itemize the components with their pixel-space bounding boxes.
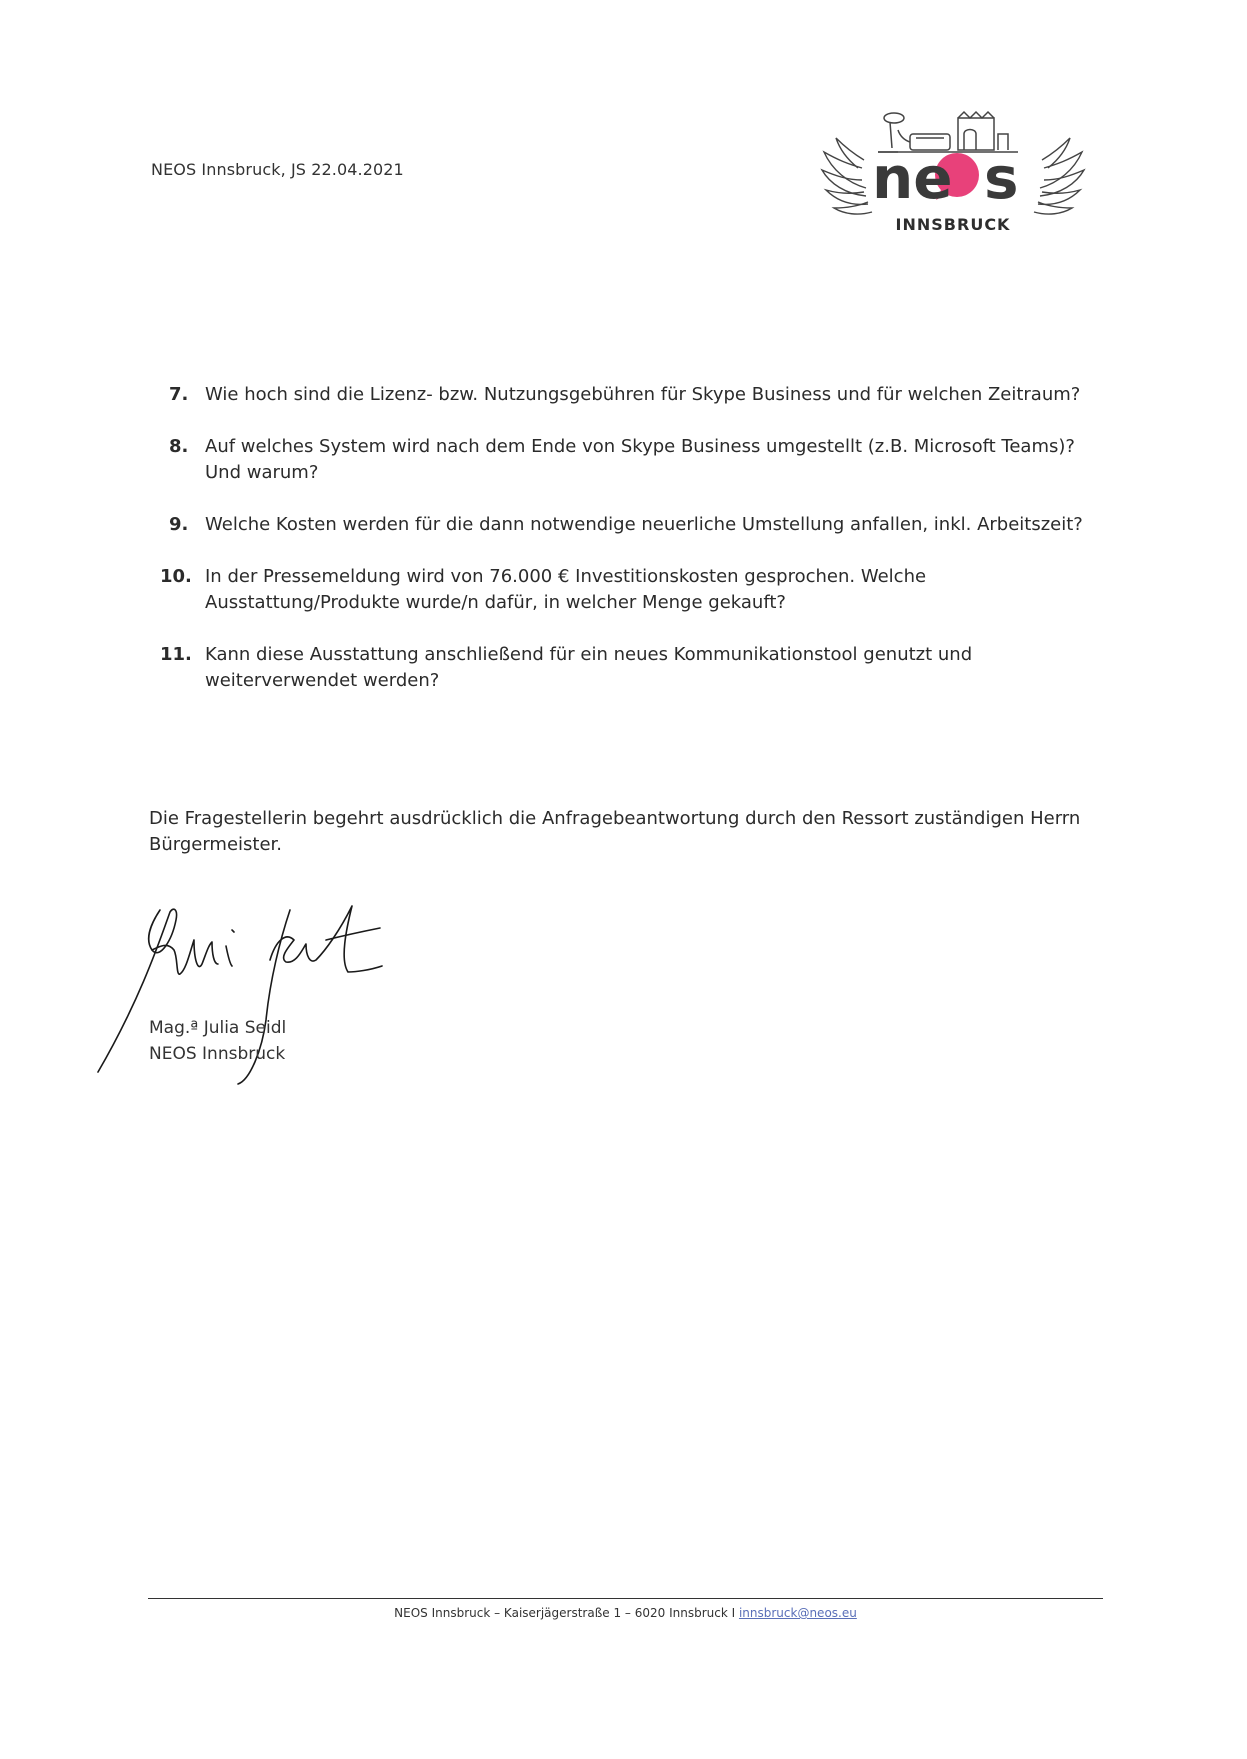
footer-divider — [148, 1598, 1103, 1599]
closing-paragraph: Die Fragestellerin begehrt ausdrücklich die Anfragebeantwortung durch den Ressort zuständigen Herrn Bürgermeister. — [149, 808, 1081, 855]
signer-block — [149, 1015, 286, 1067]
svg-text:ne: ne — [872, 144, 953, 212]
question-text: Wie hoch sind die Lizenz- bzw. Nutzungsgebühren für Skype Business und für welchen Zeitraum? — [205, 384, 1081, 405]
signer-name: Mag.ª Julia Seidl — [149, 1018, 287, 1038]
question-number: 10. — [160, 566, 192, 587]
question-item — [160, 434, 1110, 486]
document-meta: NEOS Innsbruck, JS 22.04.2021 — [151, 160, 404, 179]
question-number: 7. — [169, 384, 189, 405]
question-text: Kann diese Ausstattung anschließend für ein neues Kommunikationstool genutzt und weiterverwendet werden? — [205, 644, 973, 691]
signer-org: NEOS Innsbruck — [149, 1044, 286, 1064]
question-number: 8. — [169, 436, 189, 457]
question-item — [160, 642, 1110, 694]
question-item — [160, 512, 1110, 538]
question-list — [160, 382, 1110, 720]
question-text: Welche Kosten werden für die dann notwendige neuerliche Umstellung anfallen, inkl. Arbeitszeit? — [205, 514, 1083, 535]
question-number: 9. — [169, 514, 189, 535]
footer — [148, 1606, 1103, 1620]
logo-city-text: INNSBRUCK — [895, 215, 1011, 234]
question-text: Auf welches System wird nach dem Ende von Skype Business umgestellt (z.B. Microsoft Teams)? Und warum? — [205, 436, 1075, 483]
question-text: In der Pressemeldung wird von 76.000 € Investitionskosten gesprochen. Welche Ausstattung/Produkte wurde/n dafür, in welcher Menge gekauft? — [205, 566, 927, 613]
question-item — [160, 564, 1110, 616]
svg-text:s: s — [984, 144, 1019, 212]
question-item — [160, 382, 1110, 408]
footer-email-link[interactable]: innsbruck@neos.eu — [738, 1606, 857, 1620]
neos-innsbruck-logo — [818, 108, 1088, 238]
footer-address: NEOS Innsbruck – Kaiserjägerstraße 1 – 6020 Innsbruck I — [394, 1606, 739, 1620]
question-number: 11. — [160, 644, 192, 665]
